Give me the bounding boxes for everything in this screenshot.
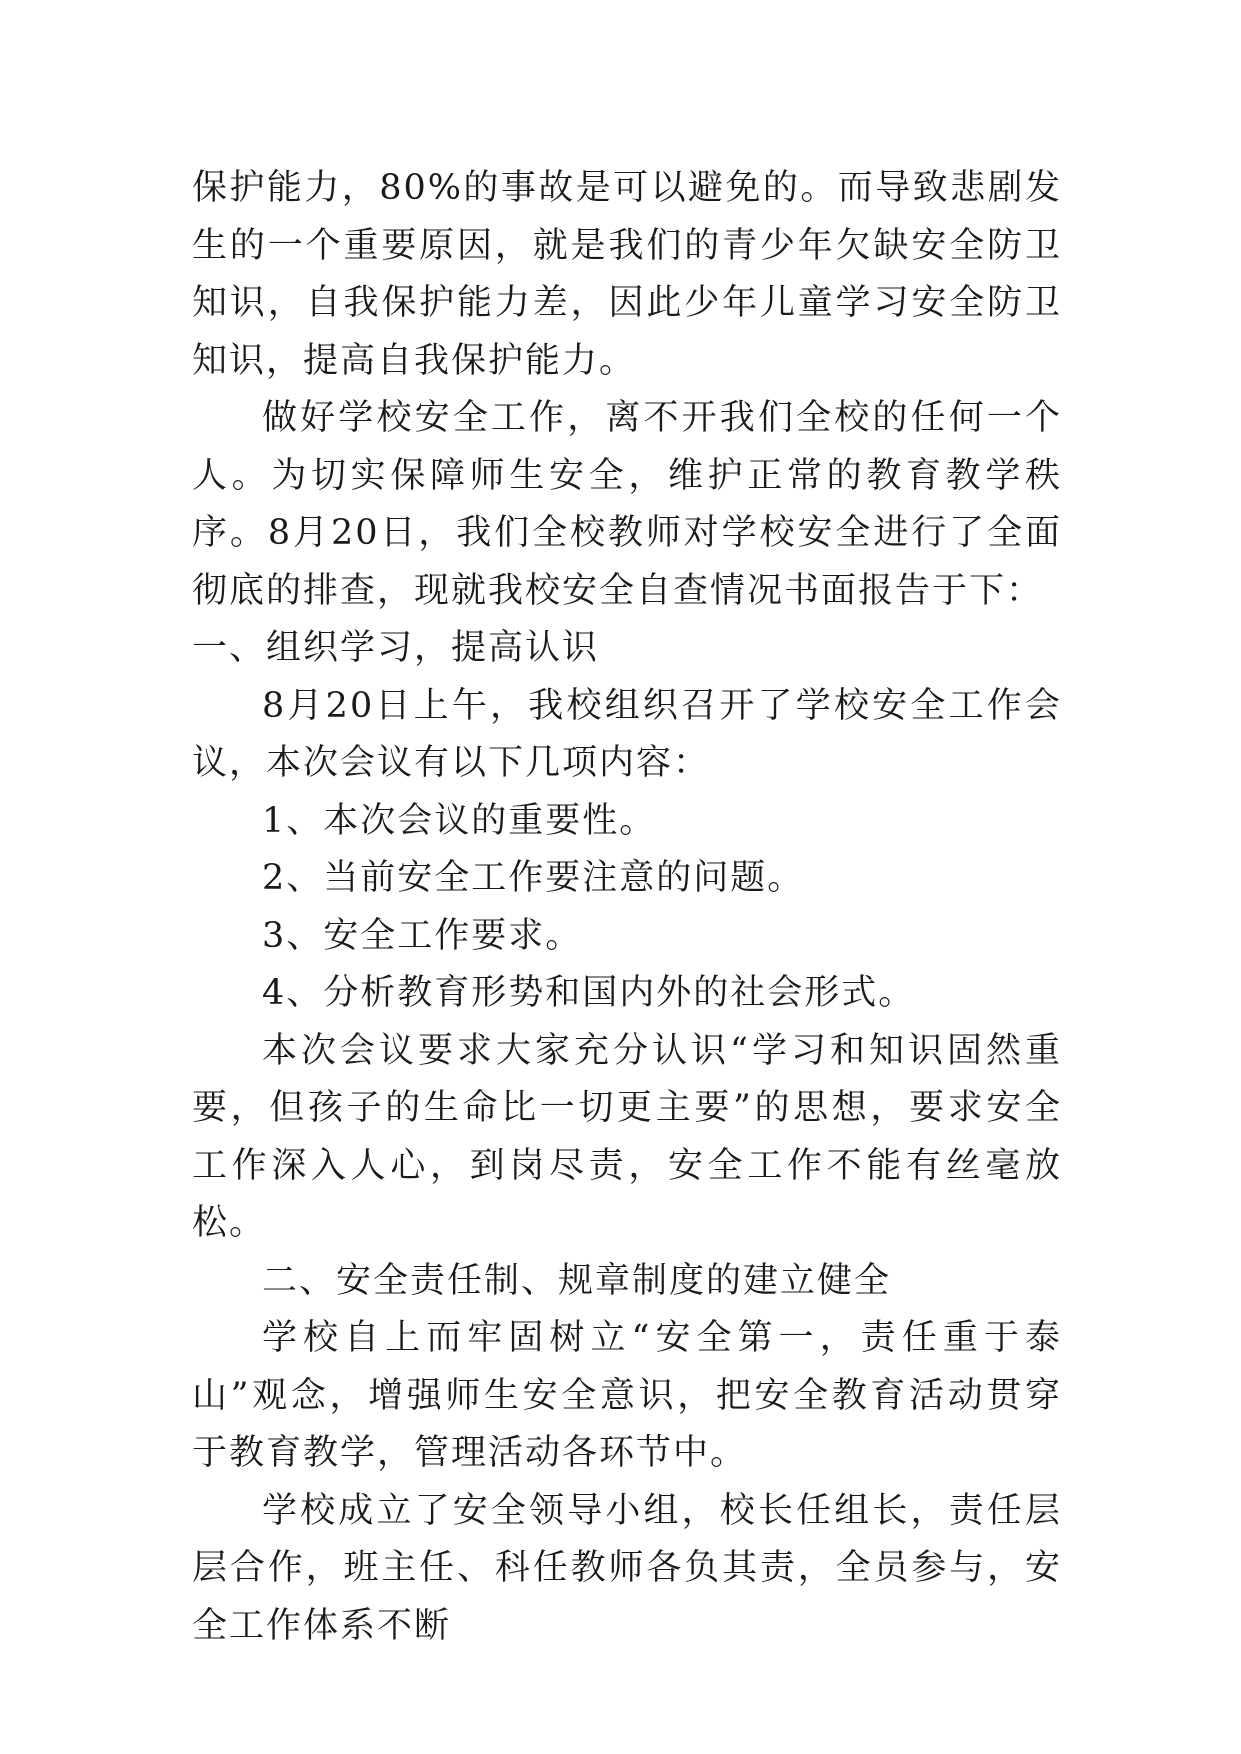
list-item-2: 2、当前安全工作要注意的问题。: [262, 858, 805, 898]
list-item-4: 4、分析教育形势和国内外的社会形式。: [262, 973, 916, 1013]
paragraph-leadership-group: 学校成立了安全领导小组，校长任组长，责任层层合作，班主任、科任教师各负其责，全员参与，安全工作体系不断: [192, 1490, 1062, 1646]
body-text: [192, 160, 1062, 1655]
section-heading-2: 二、安全责任制、规章制度的建立健全: [262, 1260, 892, 1301]
section-heading-1: 一、组织学习，提高认识: [192, 628, 600, 668]
paragraph-requirements: 本次会议要求大家充分认识“学习和知识固然重要，但孩子的生命比一切更主要”的思想，要求安全工作深入人心，到岗尽责，安全工作不能有丝毫放松。: [192, 1030, 1062, 1243]
list-item-3: 3、安全工作要求。: [262, 915, 583, 956]
paragraph-meeting: 8月20日上午，我校组织召开了学校安全工作会议，本次会议有以下几项内容：: [192, 685, 1062, 783]
paragraph-safety-first: 学校自上而牢固树立“安全第一，责任重于泰山”观念，增强师生安全意识，把安全教育活动贯穿于教育教学，管理活动各环节中。: [192, 1318, 1062, 1473]
paragraph-intro: 做好学校安全工作，离不开我们全校的任何一个人。为切实保障师生安全，维护正常的教育教学秩序。8月20日，我们全校教师对学校安全进行了全面彻底的排查，现就我校安全自查情况书面报告于下：: [192, 398, 1062, 611]
paragraph-continuation: 保护能力，80%的事故是可以避免的。而导致悲剧发生的一个重要原因，就是我们的青少年欠缺安全防卫知识，自我保护能力差，因此少年儿童学习安全防卫知识，提高自我保护能力。: [192, 168, 1062, 381]
list-item-1: 1、本次会议的重要性。: [262, 800, 657, 841]
